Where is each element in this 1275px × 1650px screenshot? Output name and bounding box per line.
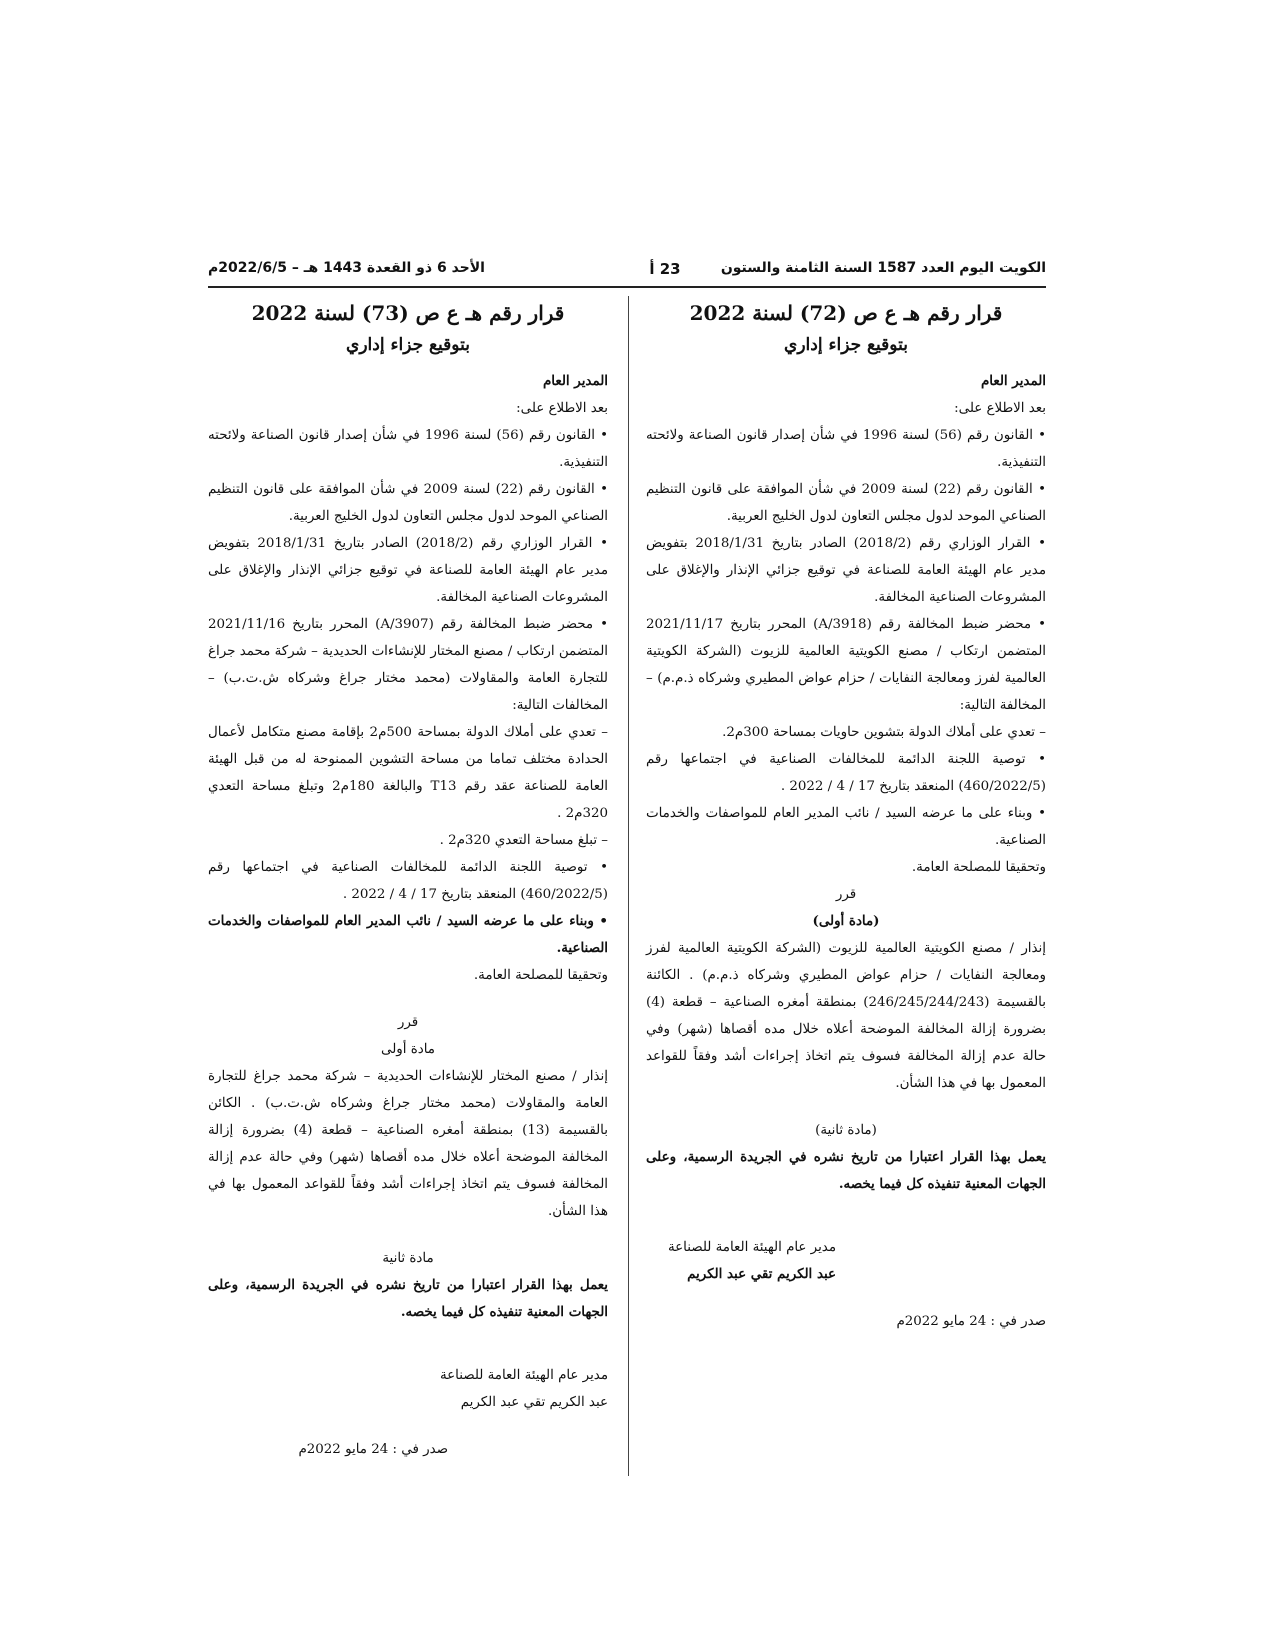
decree-72-paragraph: وتحقيقا للمصلحة العامة. — [911, 860, 1046, 875]
decree-73-issue-date: صدر في : 24 مايو 2022م — [298, 1442, 448, 1457]
decree-73-paragraph: – تبلغ مساحة التعدي 320م2 . — [439, 833, 608, 848]
page-header — [208, 258, 1046, 288]
gazette-issue-info: الكويت اليوم العدد 1587 السنة الثامنة والستون — [720, 260, 1046, 276]
decree-72-paragraph: • القانون رقم (56) لسنة 1996 في شأن إصدار قانون الصناعة ولائحته التنفيذية. — [646, 428, 1046, 470]
decree-72-subtitle: بتوقيع جزاء إداري — [784, 335, 908, 355]
decree-72-issue-date: صدر في : 24 مايو 2022م — [896, 1314, 1046, 1329]
decree-73-title: قرار رقم هـ ع ص (73) لسنة 2022 — [251, 301, 565, 325]
column-divider — [628, 296, 629, 1476]
decree-73-subtitle: بتوقيع جزاء إداري — [346, 335, 470, 355]
decree-73-paragraph: • محضر ضبط المخالفة رقم (3907/A) المحرر بتاريخ 2021/11/16 المتضمن ارتكاب / مصنع المختار للإنشاءات الحديدية – شركة محمد جراغ للتجارة العامة والمقاولات (محمد مختار جراغ وشركاه ش.ت.ب) – المخالفات التالية: — [208, 617, 609, 713]
decree-73-column — [208, 296, 608, 1463]
decree-72-paragraph: • وبناء على ما عرضه السيد / نائب المدير العام للمواصفات والخدمات الصناعية. — [646, 806, 1046, 848]
decree-73-paragraph: • القانون رقم (22) لسنة 2009 في شأن الموافقة على قانون التنظيم الصناعي الموحد لدول مجلس التعاون لدول الخليج العربية. — [208, 482, 608, 524]
decree-73-article-1-title: مادة أولى — [381, 1042, 435, 1057]
decree-73-paragraph: – تعدي على أملاك الدولة بمساحة 500م2 بإقامة مصنع متكامل لأعمال الحدادة مختلف تماما من مساحة التشوين الممنوحة له من قبل الهيئة العامة للصناعة عقد رقم T13 والبالغة 180م2 وتبلغ مساحة التعدي 320م2 . — [208, 725, 608, 821]
decree-73-article-1-text: إنذار / مصنع المختار للإنشاءات الحديدية – شركة محمد جراغ للتجارة العامة والمقاولات (محمد مختار جراغ وشركاه ش.ت.ب) . الكائن بالقسيمة (13) بمنطقة أمغره الصناعية – قطعة (4) بضرورة إزالة المخالفة الموضحة أعلاه خلال مده أقصاها (شهر) وفي حالة عدم إزالة المخالفة فسوف يتم اتخاذ إجراءات أشد وفقاً للقواعد المعمول بها في هذا الشأن. — [208, 1069, 608, 1219]
decree-73-after-review: بعد الاطلاع على: — [516, 401, 608, 416]
decree-73-paragraph: • توصية اللجنة الدائمة للمخالفات الصناعية في اجتماعها رقم (460/2022/5) المنعقد بتاريخ 17 / 4 / 2022 . — [208, 860, 608, 902]
decree-72-paragraph: • توصية اللجنة الدائمة للمخالفات الصناعية في اجتماعها رقم (460/2022/5) المنعقد بتاريخ 17 / 4 / 2022 . — [646, 752, 1046, 794]
decree-72-signatory-name: عبد الكريم تقي عبد الكريم — [687, 1266, 836, 1282]
decree-72-paragraph: – تعدي على أملاك الدولة بتشوين حاويات بمساحة 300م2. — [722, 725, 1046, 740]
decree-72-article-2-text: يعمل بهذا القرار اعتبارا من تاريخ نشره في الجريدة الرسمية، وعلى الجهات المعنية تنفيذه كل فيما يخصه. — [646, 1149, 1046, 1192]
decree-72-title: قرار رقم هـ ع ص (72) لسنة 2022 — [689, 301, 1003, 325]
decree-72-article-1-title: (مادة أولى) — [812, 913, 880, 929]
decree-72-signatory-title: مدير عام الهيئة العامة للصناعة — [667, 1240, 836, 1255]
decree-72-paragraph: • محضر ضبط المخالفة رقم (3918/A) المحرر بتاريخ 2021/11/17 المتضمن ارتكاب / مصنع الكويتية العالمية للزيوت (الشركة الكويتية العالمية لفرز ومعالجة النفايات / حزام عواض المطيري وشركاه ذ.م.م) – المخالفة التالية: — [646, 617, 1047, 713]
decree-72-column — [646, 296, 1046, 1335]
decree-73-paragraph: • القرار الوزاري رقم (2018/2) الصادر بتاريخ 2018/1/31 بتفويض مدير عام الهيئة العامة للصناعة في توقيع جزائي الإنذار والإغلاق على المشروعات الصناعية المخالفة. — [208, 536, 608, 605]
decree-73-paragraph: • وبناء على ما عرضه السيد / نائب المدير العام للمواصفات والخدمات الصناعية. — [208, 913, 608, 956]
decree-73-paragraph: • القانون رقم (56) لسنة 1996 في شأن إصدار قانون الصناعة ولائحته التنفيذية. — [208, 428, 608, 470]
decree-73-paragraph: وتحقيقا للمصلحة العامة. — [473, 968, 608, 983]
decree-73-article-2-text: يعمل بهذا القرار اعتبارا من تاريخ نشره في الجريدة الرسمية، وعلى الجهات المعنية تنفيذه كل فيما يخصه. — [208, 1277, 608, 1320]
page-number: 23 أ — [649, 260, 681, 278]
decree-72-article-1-text: إنذار / مصنع الكويتية العالمية للزيوت (الشركة الكويتية العالمية لفرز ومعالجة النفايات / حزام عواض المطيري وشركاه ذ.م.م) . الكائنة بالقسيمة (246/245/244/243) بمنطقة أمغره الصناعية – قطعة (4) بضرورة إزالة المخالفة الموضحة أعلاه خلال مده أقصاها (شهر) وفي حالة عدم إزالة المخالفة فسوف يتم اتخاذ إجراءات أشد وفقاً للقواعد المعمول بها في هذا الشأن. — [646, 941, 1046, 1091]
decree-73-signatory-name: عبد الكريم تقي عبد الكريم — [460, 1395, 608, 1410]
decree-72-article-2-title: (مادة ثانية) — [815, 1123, 877, 1138]
decree-73-signatory-title: مدير عام الهيئة العامة للصناعة — [439, 1368, 608, 1383]
decree-73-decided: قرر — [397, 1015, 419, 1030]
publication-date: الأحد 6 ذو القعدة 1443 هـ – 2022/6/5م — [208, 260, 485, 276]
decree-72-paragraph: • القرار الوزاري رقم (2018/2) الصادر بتاريخ 2018/1/31 بتفويض مدير عام الهيئة العامة للصناعة في توقيع جزائي الإنذار والإغلاق على المشروعات الصناعية المخالفة. — [646, 536, 1046, 605]
decree-73-authority: المدير العام — [543, 373, 608, 389]
decree-73-article-2-title: مادة ثانية — [382, 1251, 434, 1266]
decree-72-paragraph: • القانون رقم (22) لسنة 2009 في شأن الموافقة على قانون التنظيم الصناعي الموحد لدول مجلس التعاون لدول الخليج العربية. — [646, 482, 1046, 524]
decree-72-after-review: بعد الاطلاع على: — [954, 401, 1046, 416]
decree-72-decided: قرر — [835, 887, 857, 902]
decree-72-authority: المدير العام — [981, 373, 1046, 389]
